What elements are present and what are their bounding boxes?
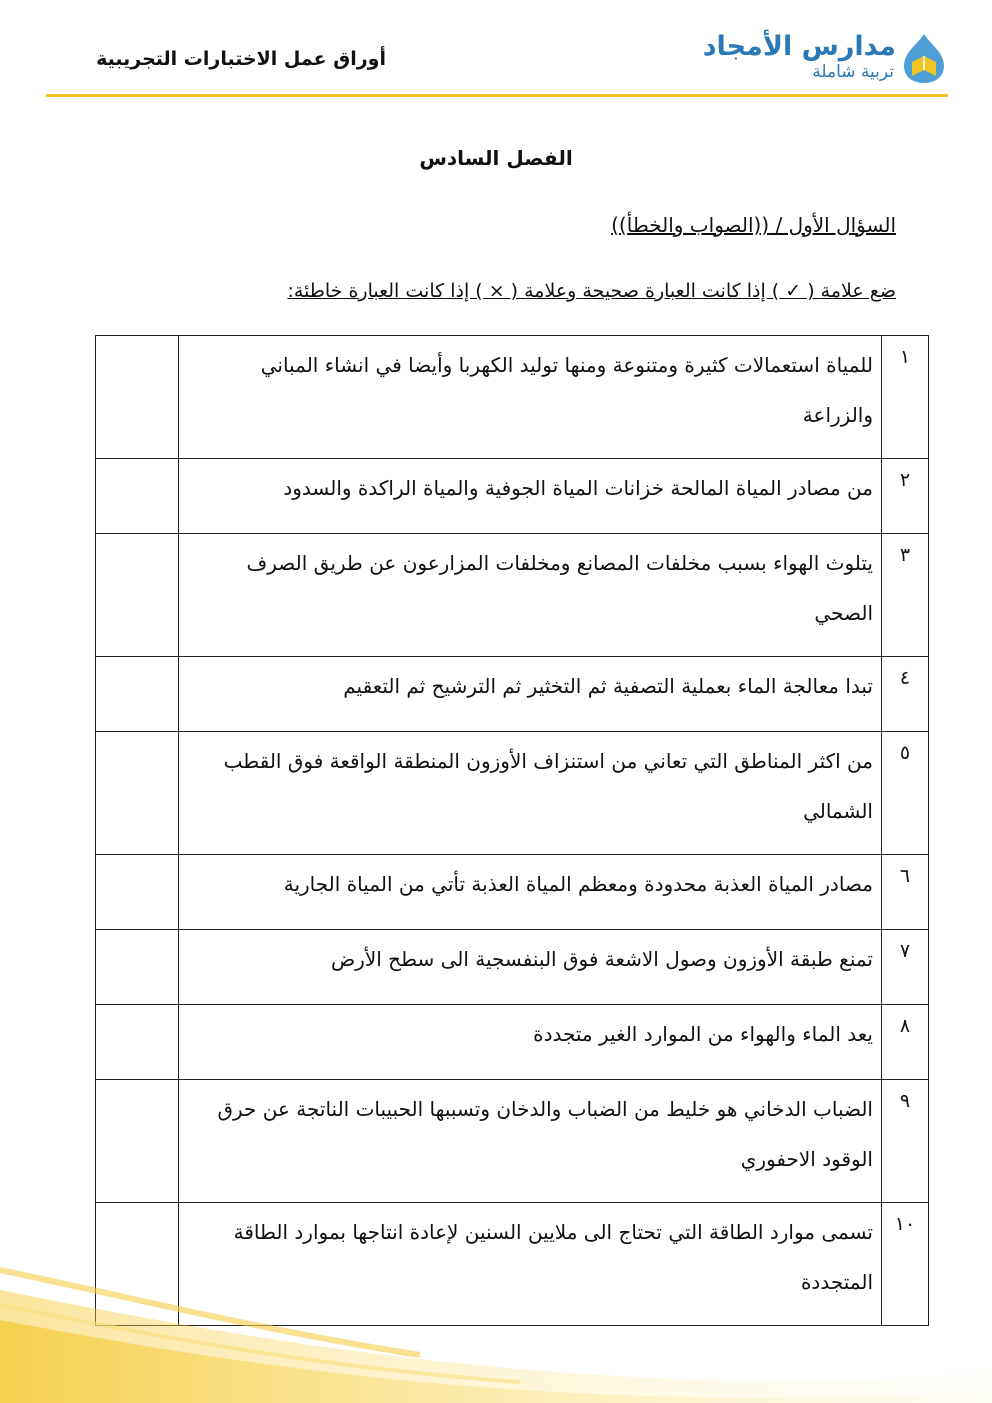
logo-name: مدارس الأمجاد [702, 31, 896, 62]
table-row [96, 657, 929, 732]
row-number: ٤ [882, 657, 929, 732]
answer-cell[interactable] [96, 930, 179, 1005]
table-row [96, 1005, 929, 1080]
header-title: أوراق عمل الاختبارات التجريبية [96, 48, 386, 70]
school-logo [702, 30, 948, 86]
statement-text: من مصادر المياة المالحة خزانات المياة الجوفية والمياة الراكدة والسدود [179, 459, 882, 534]
statement-text: يعد الماء والهواء من الموارد الغير متجددة [179, 1005, 882, 1080]
statement-text: تسمى موارد الطاقة التي تحتاج الى ملايين السنين لإعادة انتاجها بموارد الطاقة المتجددة [179, 1203, 882, 1326]
answer-cell[interactable] [96, 855, 179, 930]
table-row [96, 336, 929, 459]
statement-text: تبدا معالجة الماء بعملية التصفية ثم التخثير ثم الترشيح ثم التعقيم [179, 657, 882, 732]
statement-text: من اكثر المناطق التي تعاني من استنزاف الأوزون المنطقة الواقعة فوق القطب الشمالي [179, 732, 882, 855]
answer-cell[interactable] [96, 534, 179, 657]
statement-text: الضباب الدخاني هو خليط من الضباب والدخان وتسببها الحبيبات الناتجة عن حرق الوقود الاحفوري [179, 1080, 882, 1203]
row-number: ٨ [882, 1005, 929, 1080]
chapter-title: الفصل السادس [419, 146, 573, 170]
row-number: ٩ [882, 1080, 929, 1203]
row-number: ١ [882, 336, 929, 459]
instruction-text: ضع علامة ( ✓ ) إذا كانت العبارة صحيحة وعلامة ( × ) إذا كانت العبارة خاطئة: [287, 280, 896, 302]
row-number: ١٠ [882, 1203, 929, 1326]
row-number: ٣ [882, 534, 929, 657]
logo-tagline: تربية شاملة [812, 62, 894, 82]
statement-text: تمنع طبقة الأوزون وصول الاشعة فوق البنفسجية الى سطح الأرض [179, 930, 882, 1005]
statement-text: للمياة استعمالات كثيرة ومتنوعة ومنها توليد الكهربا وأيضا في انشاء المباني والزراعة [179, 336, 882, 459]
table-row [96, 930, 929, 1005]
answer-cell[interactable] [96, 336, 179, 459]
statement-text: مصادر المياة العذبة محدودة ومعظم المياة العذبة تأتي من المياة الجارية [179, 855, 882, 930]
logo-emblem-icon [900, 32, 948, 84]
header-divider [46, 94, 948, 97]
answer-cell[interactable] [96, 1005, 179, 1080]
answer-cell[interactable] [96, 459, 179, 534]
question-title: السؤال الأول / ((الصواب والخطأ)) [611, 213, 896, 237]
row-number: ٢ [882, 459, 929, 534]
table-row [96, 1080, 929, 1203]
answer-cell[interactable] [96, 732, 179, 855]
row-number: ٧ [882, 930, 929, 1005]
row-number: ٥ [882, 732, 929, 855]
answer-cell[interactable] [96, 657, 179, 732]
table-row [96, 459, 929, 534]
answer-cell[interactable] [96, 1080, 179, 1203]
table-row [96, 534, 929, 657]
table-row [96, 732, 929, 855]
table-row [96, 855, 929, 930]
page-header [0, 0, 992, 100]
decorative-wave [0, 1250, 992, 1403]
row-number: ٦ [882, 855, 929, 930]
statement-text: يتلوث الهواء بسبب مخلفات المصانع ومخلفات المزارعون عن طريق الصرف الصحي [179, 534, 882, 657]
true-false-table [95, 335, 929, 1326]
